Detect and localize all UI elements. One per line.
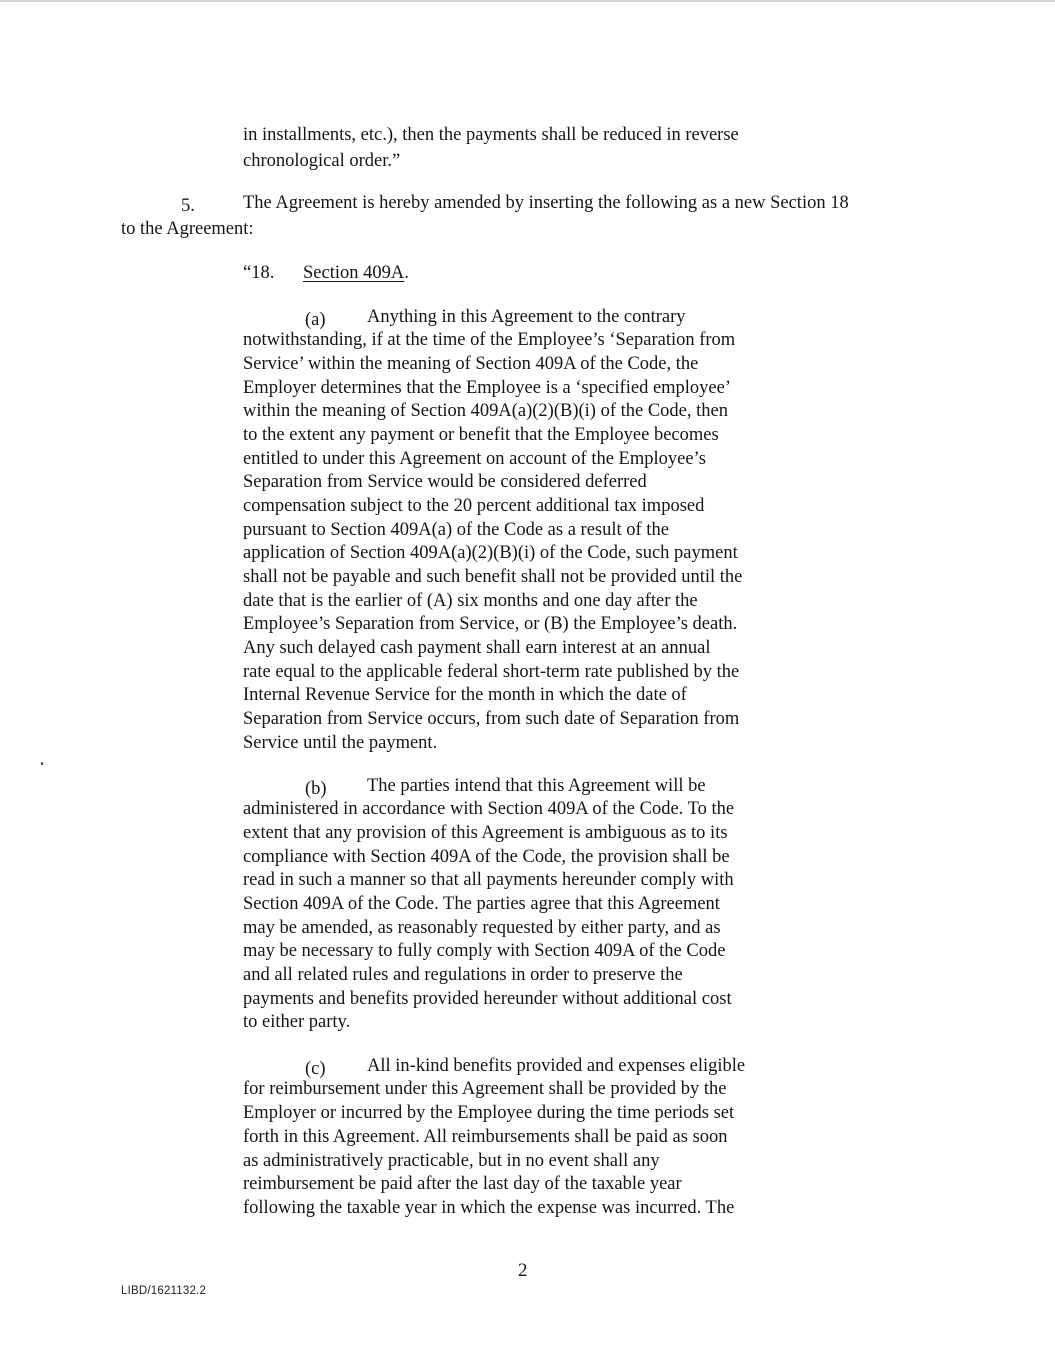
subsection-a-line: Separation from Service would be considered deferred xyxy=(243,472,647,492)
continuation-line-1: in installments, etc.), then the payments shall be reduced in reverse xyxy=(243,125,739,145)
subsection-b-line: compliance with Section 409A of the Code, the provision shall be xyxy=(243,847,730,867)
subsection-c-line: Employer or incurred by the Employee during the time periods set xyxy=(243,1103,735,1123)
section-title: Section 409A xyxy=(303,263,405,283)
subsection-a-line: Service’ within the meaning of Section 409A of the Code, the xyxy=(243,354,699,374)
paragraph-5-line-2: to the Agreement: xyxy=(121,219,254,239)
subsection-b-line: may be amended, as reasonably requested by either party, and as xyxy=(243,918,721,938)
subsection-c-line: for reimbursement under this Agreement shall be provided by the xyxy=(243,1079,727,1099)
subsection-a-line: Service until the payment. xyxy=(243,733,438,753)
section-title-period: . xyxy=(404,263,409,283)
document-id-footer: LIBD/1621132.2 xyxy=(121,1285,207,1297)
subsection-b-line: to either party. xyxy=(243,1012,351,1032)
section-number: “18. xyxy=(243,263,275,283)
subsection-a-line: shall not be payable and such benefit shall not be provided until the xyxy=(243,567,743,587)
subsection-a-line: Employee’s Separation from Service, or (B) the Employee’s death. xyxy=(243,614,738,634)
subsection-b-line: administered in accordance with Section 409A of the Code. To the xyxy=(243,799,735,819)
subsection-c-line: as administratively practicable, but in no event shall any xyxy=(243,1151,660,1171)
subsection-b-line: read in such a manner so that all payments hereunder comply with xyxy=(243,870,734,890)
scan-speck xyxy=(41,762,43,765)
subsection-a-line: application of Section 409A(a)(2)(B)(i) of the Code, such payment xyxy=(243,543,738,563)
subsection-a-line: notwithstanding, if at the time of the Employee’s ‘Separation from xyxy=(243,330,736,350)
subsection-a-line: rate equal to the applicable federal short-term rate published by the xyxy=(243,662,740,682)
subsection-b-line: extent that any provision of this Agreement is ambiguous as to its xyxy=(243,823,728,843)
subsection-a-line: pursuant to Section 409A(a) of the Code as a result of the xyxy=(243,520,669,540)
page-number: 2 xyxy=(518,1260,528,1281)
subsection-b-label: (b) xyxy=(305,779,327,799)
subsection-a-line: Employer determines that the Employee is a ‘specified employee’ xyxy=(243,378,732,398)
subsection-c-line: following the taxable year in which the expense was incurred. The xyxy=(243,1198,735,1218)
subsection-a-label: (a) xyxy=(305,310,326,330)
subsection-b-line: payments and benefits provided hereunder without additional cost xyxy=(243,989,732,1009)
subsection-b-line: may be necessary to fully comply with Section 409A of the Code xyxy=(243,941,726,961)
subsection-c-line: All in-kind benefits provided and expenses eligible xyxy=(367,1056,746,1076)
subsection-a-line: compensation subject to the 20 percent additional tax imposed xyxy=(243,496,705,516)
subsection-a-line: Any such delayed cash payment shall earn interest at an annual xyxy=(243,638,711,658)
continuation-line-2: chronological order.” xyxy=(243,151,401,171)
paragraph-5-number: 5. xyxy=(181,196,195,216)
subsection-a-line: date that is the earlier of (A) six months and one day after the xyxy=(243,591,698,611)
subsection-c-line: forth in this Agreement. All reimbursements shall be paid as soon xyxy=(243,1127,728,1147)
subsection-c-label: (c) xyxy=(305,1059,326,1079)
paragraph-5-line-1: The Agreement is hereby amended by inserting the following as a new Section 18 xyxy=(243,193,849,213)
subsection-c-line: reimbursement be paid after the last day of the taxable year xyxy=(243,1174,682,1194)
subsection-b-line: The parties intend that this Agreement will be xyxy=(367,776,706,796)
subsection-a-line: within the meaning of Section 409A(a)(2)(B)(i) of the Code, then xyxy=(243,401,728,421)
subsection-a-line: Anything in this Agreement to the contrary xyxy=(367,307,686,327)
subsection-a-line: Internal Revenue Service for the month in which the date of xyxy=(243,685,687,705)
subsection-a-line: Separation from Service occurs, from such date of Separation from xyxy=(243,709,740,729)
page-top-edge xyxy=(0,0,1055,2)
subsection-b-line: and all related rules and regulations in order to preserve the xyxy=(243,965,683,985)
section-title-group xyxy=(303,262,409,286)
subsection-a-line: to the extent any payment or benefit that the Employee becomes xyxy=(243,425,719,445)
subsection-a-line: entitled to under this Agreement on account of the Employee’s xyxy=(243,449,706,469)
subsection-b-line: Section 409A of the Code. The parties agree that this Agreement xyxy=(243,894,720,914)
